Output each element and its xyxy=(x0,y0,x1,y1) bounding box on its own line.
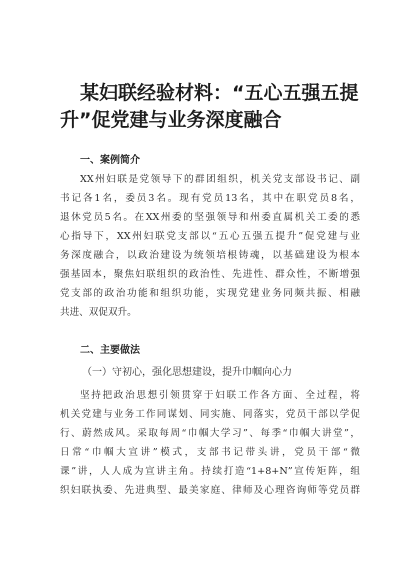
section-heading-main-practices: 二、主要做法 xyxy=(80,345,140,356)
paragraph-line: 务深度融合，以政治建设为统领培根铸魂，以基础建设为根本 xyxy=(60,250,360,261)
paragraph-line: 书记各1名，委员3名。现有党员13名，其中在职党员8名， xyxy=(60,193,360,204)
paragraph-line: 共进、双促双升。 xyxy=(60,307,137,318)
title-line: 某妇联经验材料：“五心五强五提 xyxy=(80,82,359,104)
main-practices-paragraph xyxy=(60,386,360,500)
paragraph-line: 强基固本，聚焦妇联组织的政治性、先进性、群众性，不断增强 xyxy=(60,269,360,280)
paragraph-line: 日常“巾帼大宣讲”模式，支部书记带头讲，党员干部“微 xyxy=(60,447,360,458)
title-line: 升”促党建与业务深度融合 xyxy=(60,109,282,131)
paragraph-line: 党支部的政治功能和组织功能，实现党建业务同频共振、相融 xyxy=(60,288,360,299)
case-intro-paragraph xyxy=(60,170,360,322)
paragraph-line: 行、蔚然成风。采取每周“巾帼大学习”、每季“巾帼大讲堂”， xyxy=(60,428,360,439)
paragraph-line: 心指导下，XX州妇联党支部以“五心五强五提升”促党建与业 xyxy=(60,231,360,242)
paragraph-line: 机关党建与业务工作同谋划、同实施、同落实，党员干部以学促 xyxy=(60,409,360,420)
subsection-heading: （一）守初心，强化思想建设，提升巾帼向心力 xyxy=(82,367,292,378)
section-heading-case-intro: 一、案例简介 xyxy=(80,155,140,166)
paragraph-line: 织妇联执委、先进典型、最美家庭、律师及心理咨询师等党员群 xyxy=(60,485,360,496)
paragraph-line: 退休党员5名。在XX州委的坚强领导和州委直属机关工委的悉 xyxy=(60,212,360,223)
document-title xyxy=(60,80,360,134)
paragraph-line: XX州妇联是党领导下的群团组织，机关党支部设书记、副 xyxy=(80,174,360,185)
paragraph-line: 坚持把政治思想引领贯穿于妇联工作各方面、全过程，将 xyxy=(80,390,360,401)
paragraph-line: 课”讲，人人成为宣讲主角。持续打造“1+8+N”宣传矩阵，组 xyxy=(60,466,360,477)
